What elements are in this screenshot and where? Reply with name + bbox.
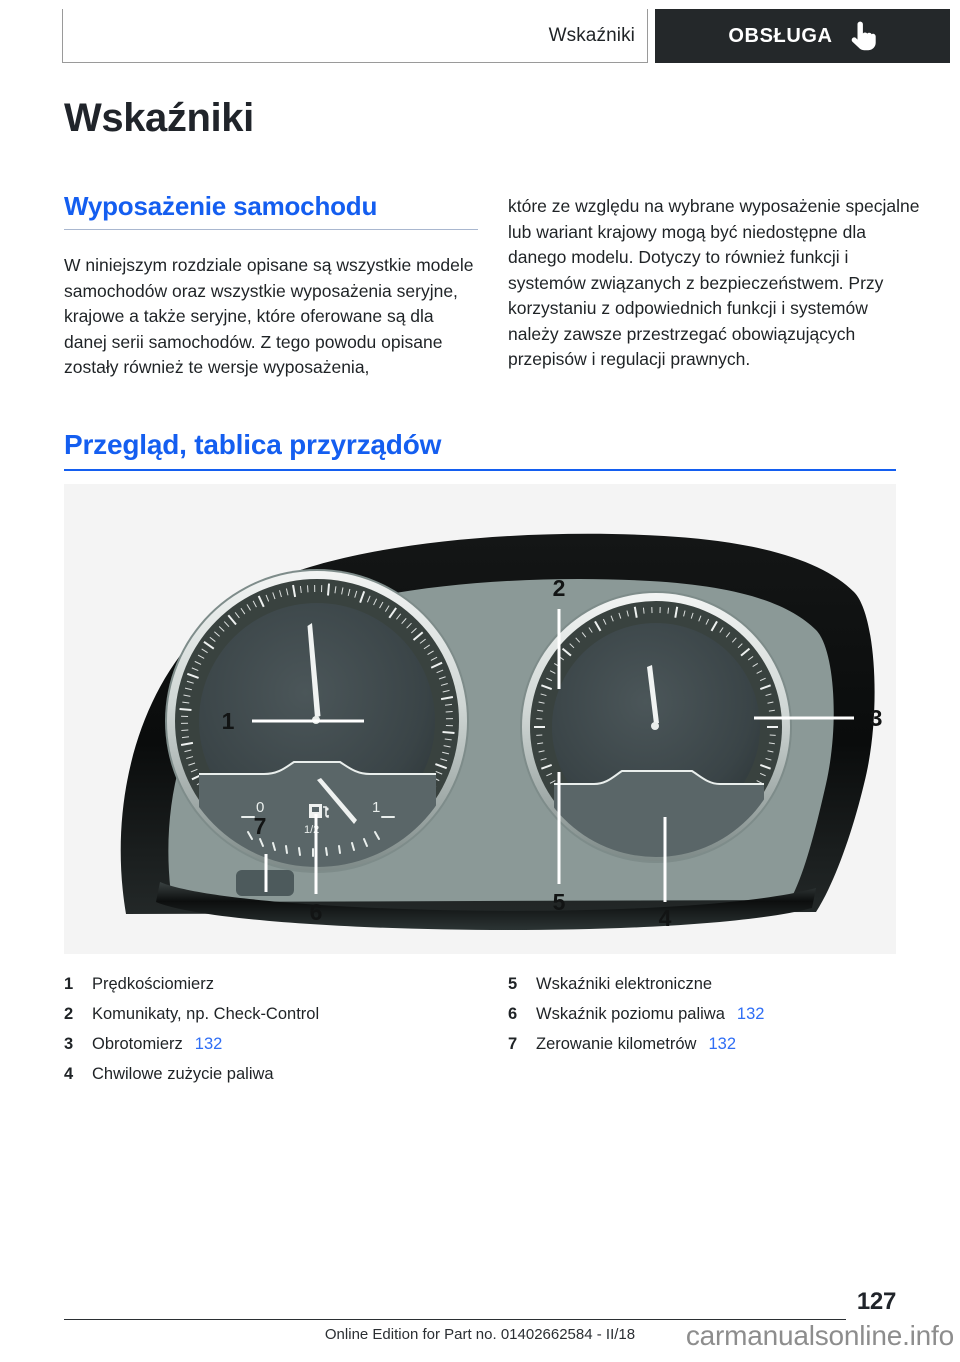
tab-obsluga[interactable] — [655, 9, 950, 63]
callout-6: 6 — [309, 899, 323, 925]
legend-page-ref[interactable]: 132 — [708, 1035, 737, 1053]
legend-number: 1 — [64, 975, 74, 993]
legend-page-ref[interactable]: 132 — [736, 1005, 765, 1023]
legend-label: Prędkościomierz — [92, 975, 214, 993]
callout-1: 1 — [221, 708, 235, 734]
section-heading-equipment — [64, 191, 478, 230]
equipment-paragraph-left: W niniejszym rozdziale opisane są wszystkie modele samochodów oraz wszystkie wyposażenia seryjne, krajowe a także seryjne, które oferowane są dla danej serii samochodów. Z tego powodu opisane zostały również te wersje wyposażenia, — [64, 255, 474, 377]
fuel-label-min: 0 — [256, 799, 265, 816]
section-heading-overview-rule — [64, 469, 896, 471]
legend-number: 7 — [508, 1035, 518, 1053]
legend-page-ref[interactable]: 132 — [194, 1035, 223, 1053]
legend-label: Zerowanie kilometrów — [536, 1035, 697, 1053]
equipment-paragraph-right: które ze względu na wybrane wyposażenie specjalne lub wariant krajowy mogą być niedostępne dla danego modelu. Dotyczy to również funkcji i systemów związanych z bezpieczeństwem. Przy korzystaniu z odpowiednich funkcji i systemów należy zawsze przestrzegać obowiązujących przepisów i regulacji prawnych. — [508, 196, 920, 369]
callout-2: 2 — [552, 575, 566, 601]
legend-item — [508, 1035, 928, 1065]
section-heading-overview-label: Przegląd, tablica przyrządów — [64, 429, 442, 460]
fuel-label-max: 1 — [372, 799, 381, 816]
legend-item — [508, 1005, 928, 1035]
legend-number: 3 — [64, 1035, 74, 1053]
legend-label: Wskaźniki elektroniczne — [536, 975, 713, 993]
section-heading-equipment-label: Wyposażenie samochodu — [64, 191, 378, 221]
callout-7: 7 — [253, 813, 267, 839]
legend-item — [64, 1005, 484, 1035]
page-header — [0, 0, 960, 80]
edition-notice: Online Edition for Part no. 01402662584 - II/18 — [324, 1326, 636, 1343]
callout-4: 4 — [658, 905, 672, 931]
breadcrumb — [62, 9, 648, 63]
legend-list-left — [64, 975, 484, 1095]
page-title: Wskaźniki — [64, 96, 254, 140]
callout-3: 3 — [869, 705, 883, 731]
body-column-left — [64, 253, 478, 381]
instrument-cluster-figure — [64, 484, 896, 954]
legend-item — [64, 1035, 484, 1065]
breadcrumb-label: Wskaźniki — [548, 24, 635, 46]
legend-item — [64, 975, 484, 1005]
page-footer — [0, 1282, 960, 1362]
watermark: carmanualsonline.info — [685, 1320, 954, 1351]
legend-item — [508, 975, 928, 1005]
legend-number: 5 — [508, 975, 518, 993]
legend-number: 6 — [508, 1005, 518, 1023]
body-column-right — [508, 194, 922, 373]
legend-list-right — [508, 975, 928, 1065]
legend-label: Obrotomierz — [92, 1035, 183, 1053]
section-heading-overview — [64, 429, 896, 471]
fuel-label-half: 1/2 — [304, 824, 320, 836]
legend-label: Komunikaty, np. Check-Control — [92, 1005, 320, 1023]
legend-label: Wskaźnik poziomu paliwa — [536, 1005, 725, 1023]
legend-number: 4 — [64, 1065, 74, 1083]
legend-item — [64, 1065, 484, 1095]
callout-5: 5 — [552, 889, 566, 915]
legend-number: 2 — [64, 1005, 74, 1023]
section-heading-equipment-rule — [64, 229, 478, 230]
tab-obsluga-label: OBSŁUGA — [728, 24, 833, 47]
page-number: 127 — [856, 1288, 896, 1315]
pointing-hand-icon — [833, 21, 877, 51]
legend-label: Chwilowe zużycie paliwa — [92, 1065, 274, 1083]
